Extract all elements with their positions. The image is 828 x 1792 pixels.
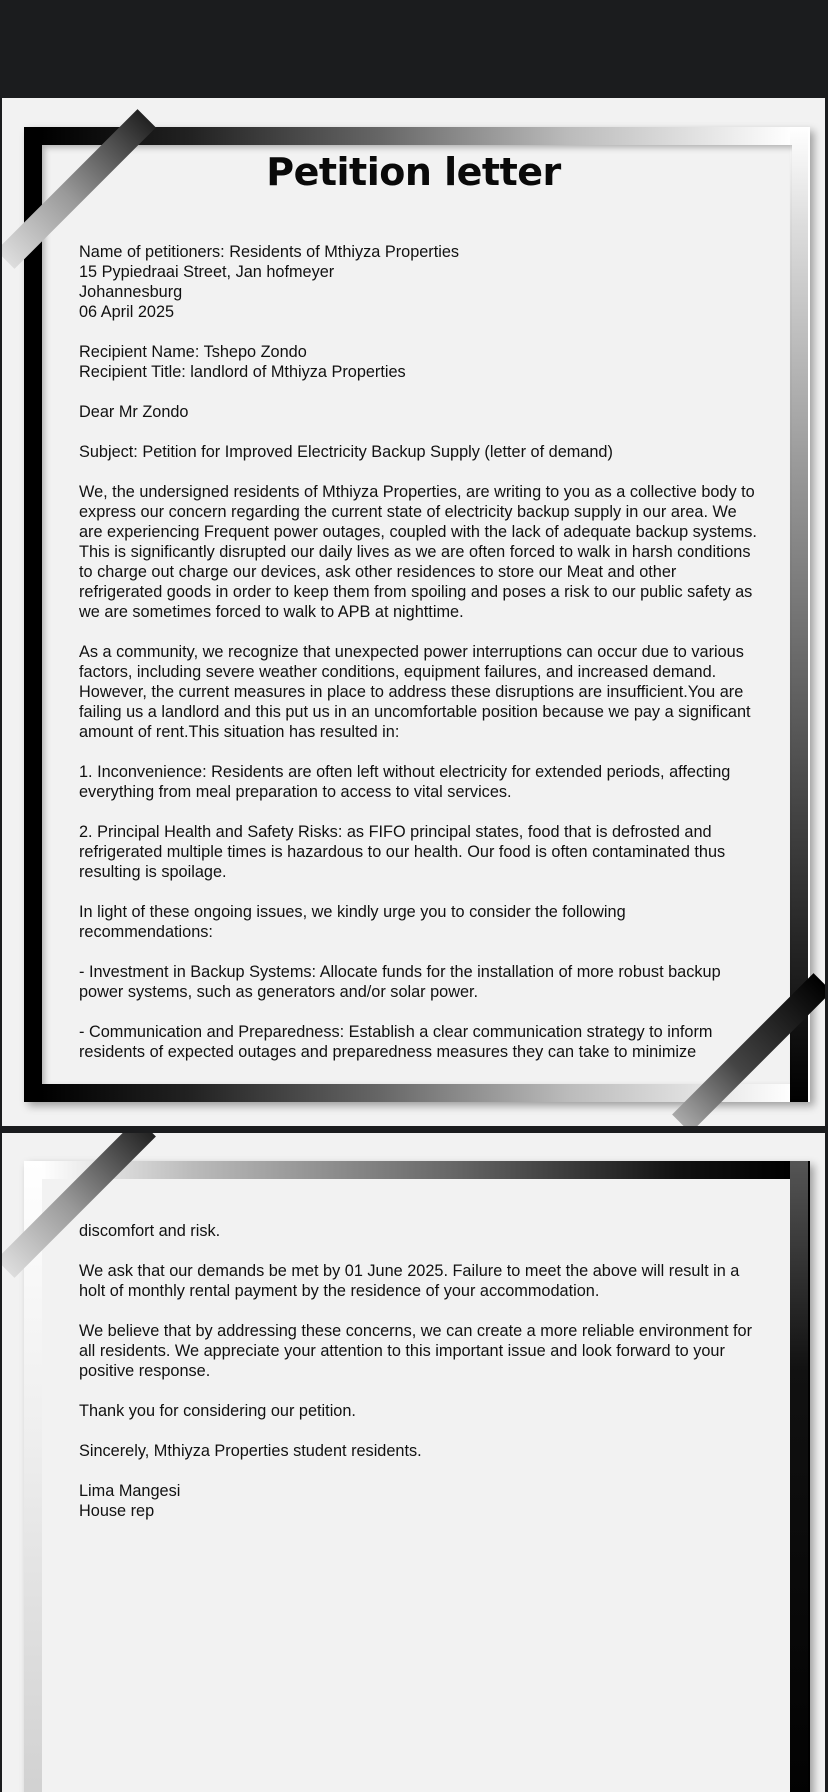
letter-body (79, 242, 759, 1082)
page-title: Petition letter (266, 150, 561, 194)
letter-body-continued (79, 1221, 759, 1541)
list-item: 2. Principal Health and Safety Risks: as FIFO principal states, food that is defrosted and refrigerated multiple times is hazardous to our health. Our food is often contaminated thus resulting is spoilage. (79, 823, 726, 881)
paragraph: discomfort and risk. (79, 1222, 221, 1240)
decorative-frame-edge (790, 1161, 808, 1792)
street-line: 15 Pypiedraai Street, Jan hofmeyer (79, 263, 335, 281)
recommendation-item: - Communication and Preparedness: Establish a clear communication strategy to inform residents of expected outages and preparedness measures they can take to minimize (79, 1023, 713, 1061)
petitioners-line: Name of petitioners: Residents of Mthiyza Properties (79, 243, 460, 261)
paragraph: Thank you for considering our petition. (79, 1402, 356, 1420)
city-line: Johannesburg (79, 283, 183, 301)
recipient-block (79, 342, 759, 382)
subject-line: Subject: Petition for Improved Electricity Backup Supply (letter of demand) (79, 443, 613, 461)
recipient-title: Recipient Title: landlord of Mthiyza Properties (79, 363, 406, 381)
signature-block (79, 1481, 759, 1521)
document-page-1 (2, 98, 825, 1126)
paragraph: We ask that our demands be met by 01 June 2025. Failure to meet the above will result in a holt of monthly rental payment by the residence of your accommodation. (79, 1262, 740, 1300)
date-line: 06 April 2025 (79, 303, 175, 321)
decorative-frame-edge (790, 127, 808, 1102)
paragraph: In light of these ongoing issues, we kindly urge you to consider the following recommendations: (79, 903, 626, 941)
salutation: Dear Mr Zondo (79, 403, 189, 421)
recipient-name: Recipient Name: Tshepo Zondo (79, 343, 307, 361)
paragraph: We, the undersigned residents of Mthiyza Properties, are writing to you as a collective body to express our concern regarding the current state of electricity backup supply in our area. We are experiencing Frequent power outages, coupled with the lack of adequate backup systems. This is significantly disrupted our daily lives as we are often forced to walk in harsh conditions to charge out charge our devices, ask other residences to store our Meat and other refrigerated goods in order to keep them from spoiling and poses a risk to our public safety as we are sometimes forced to walk to APB at nighttime. (79, 483, 757, 621)
closing: Sincerely, Mthiyza Properties student residents. (79, 1442, 422, 1460)
signature-title: House rep (79, 1502, 155, 1520)
signature-name: Lima Mangesi (79, 1482, 181, 1500)
sender-block (79, 242, 759, 322)
top-bar (0, 0, 828, 98)
document-page-2 (2, 1133, 825, 1792)
list-item: 1. Inconvenience: Residents are often left without electricity for extended periods, affecting everything from meal preparation to access to vital services. (79, 763, 731, 801)
recommendation-item: - Investment in Backup Systems: Allocate funds for the installation of more robust backup power systems, such as generators and/or solar power. (79, 963, 721, 1001)
paragraph: We believe that by addressing these concerns, we can create a more reliable environment for all residents. We appreciate your attention to this important issue and look forward to your positive response. (79, 1322, 753, 1380)
paragraph: As a community, we recognize that unexpected power interruptions can occur due to various factors, including severe weather conditions, equipment failures, and increased demand. However, the current measures in place to address these disruptions are insufficient.You are failing us a landlord and this put us in an uncomfortable position because we pay a significant amount of rent.This situation has resulted in: (79, 643, 751, 741)
